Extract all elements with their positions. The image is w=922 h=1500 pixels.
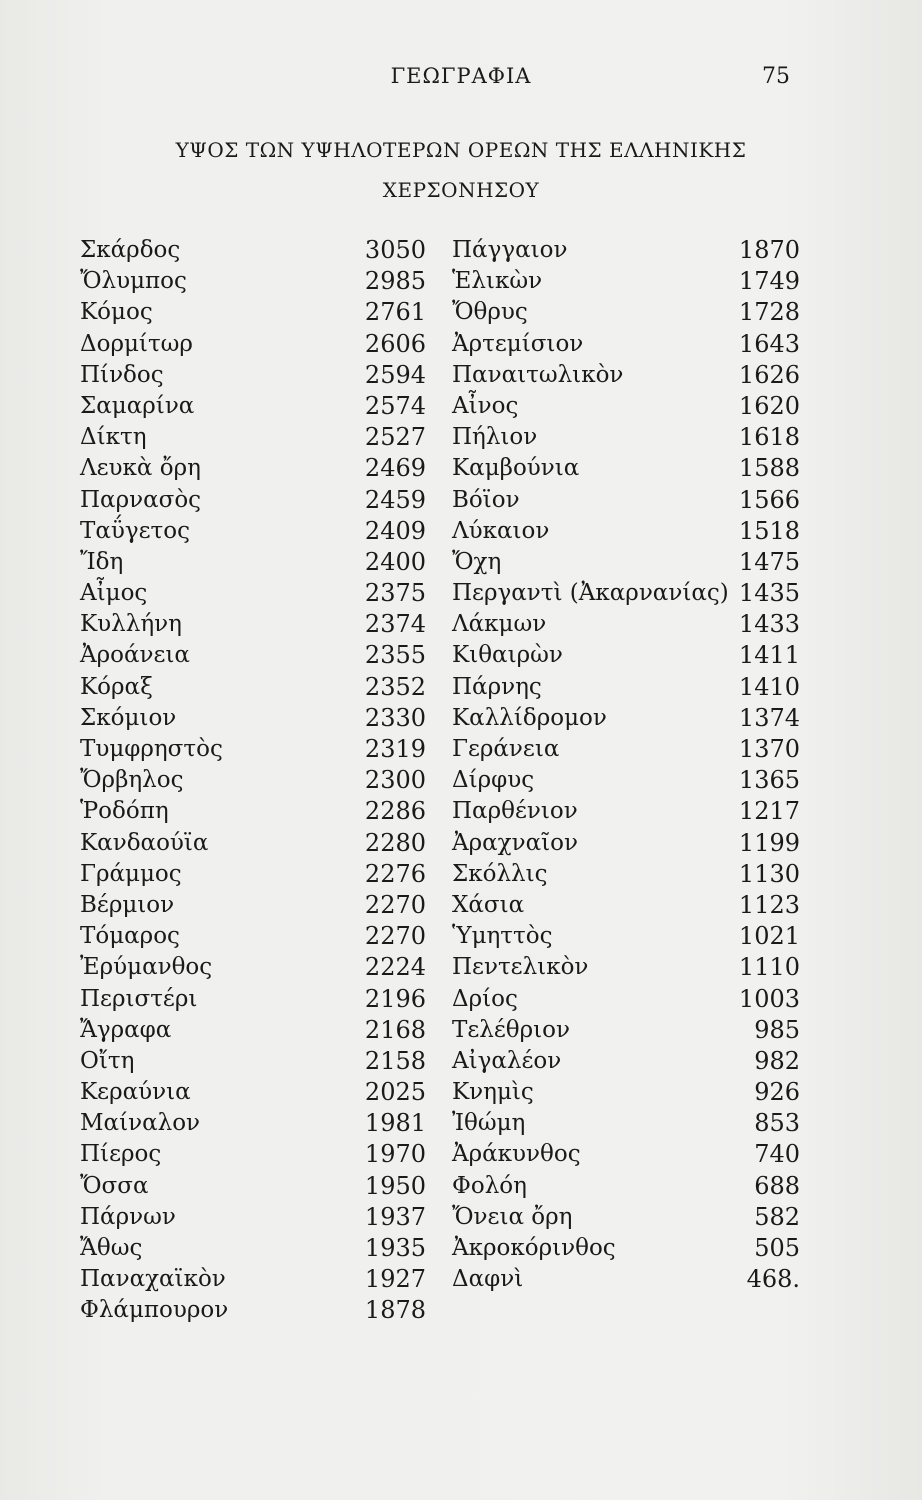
left-mountain-height: 1981 (364, 1109, 426, 1138)
left-mountain-height: 2606 (364, 329, 426, 358)
table-row (80, 1264, 800, 1295)
right-mountain-height: 985 (754, 1015, 800, 1044)
right-mountain-name: Πάγγαιον (452, 237, 568, 263)
right-mountain-height: 1130 (738, 859, 800, 888)
right-mountain-height: 505 (754, 1234, 800, 1262)
table-row (80, 485, 800, 516)
left-mountain-name: Αἶμος (80, 580, 148, 607)
table-row (80, 297, 800, 328)
left-mountain-name: Πίερος (80, 1141, 162, 1168)
left-mountain-name: Ὄλυμπος (80, 268, 187, 295)
left-mountain-height: 1935 (364, 1234, 426, 1262)
left-mountain-height: 2330 (364, 703, 426, 732)
left-mountain-height: 2286 (364, 797, 426, 826)
right-mountain-name: Παρθένιον (452, 798, 578, 825)
right-mountain-height: 982 (754, 1046, 800, 1075)
left-mountain-height: 2594 (364, 360, 426, 389)
running-title: ΓΕΩΓΡΑΦΙΑ (390, 64, 532, 88)
right-mountain-height: 1588 (738, 454, 800, 483)
left-mountain-name: Κόμος (80, 299, 153, 326)
table-row (80, 1046, 800, 1077)
left-mountain-height: 2168 (364, 1015, 426, 1044)
left-mountain-name: Οἴτη (80, 1047, 135, 1074)
left-mountain-height: 2400 (364, 547, 426, 576)
table-row (80, 765, 800, 796)
right-mountain-name: Ἀρτεμίσιον (452, 330, 584, 357)
table-row (80, 828, 800, 859)
right-mountain-name: Ὄνεια ὄρη (452, 1203, 573, 1230)
left-mountain-height: 2224 (364, 953, 426, 982)
right-mountain-height: 1370 (738, 735, 800, 763)
right-mountain-name: Περγαντὶ (Ἀκαρνανίας) (452, 580, 729, 607)
left-mountain-height: 2459 (364, 485, 426, 514)
right-mountain-height: 688 (754, 1171, 800, 1200)
left-mountain-name: Ὄσσα (80, 1172, 149, 1199)
left-mountain-name: Σκόμιον (80, 704, 177, 731)
left-mountain-height: 2355 (364, 641, 426, 670)
left-mountain-height: 2574 (364, 391, 426, 420)
left-mountain-name: Σκάρδος (80, 237, 181, 263)
right-mountain-name: Καμβούνια (452, 455, 580, 482)
right-mountain-height: 1217 (738, 797, 800, 826)
right-mountain-name: Ὄχη (452, 548, 502, 575)
table-row (80, 672, 800, 703)
left-mountain-name: Ἄγραφα (80, 1016, 172, 1043)
table-row (80, 1077, 800, 1108)
left-mountain-height: 2276 (364, 859, 426, 888)
left-mountain-name: Ῥοδόπη (80, 798, 169, 825)
table-heading (90, 130, 832, 210)
table-row (80, 1015, 800, 1046)
table-row (80, 422, 800, 453)
right-mountain-name: Πεντελικὸν (452, 954, 589, 981)
right-mountain-height: 853 (754, 1109, 800, 1138)
right-mountain-name: Λύκαιον (452, 517, 550, 544)
left-mountain-height: 2158 (364, 1046, 426, 1075)
right-mountain-height: 1475 (738, 547, 800, 576)
right-mountain-height: 1618 (738, 423, 800, 452)
page-number: 75 (762, 64, 790, 89)
table-row (80, 1139, 800, 1170)
left-mountain-name: Βέρμιον (80, 891, 175, 918)
left-mountain-name: Παρνασὸς (80, 486, 202, 513)
right-mountain-height: 1566 (738, 485, 800, 514)
right-mountain-height: 1110 (738, 953, 800, 982)
right-mountain-name: Ὑμηττὸς (452, 923, 553, 950)
table-row (80, 391, 800, 422)
table-heading-line-2: ΧΕΡΣΟΝΗΣΟΥ (382, 178, 540, 202)
left-mountain-name: Γράμμος (80, 860, 182, 887)
right-mountain-height: 1199 (738, 828, 800, 857)
left-mountain-height: 2270 (364, 890, 426, 919)
right-mountain-height: 1411 (738, 641, 800, 670)
right-mountain-name: Κιθαιρὼν (452, 642, 563, 669)
left-mountain-name: Περιστέρι (80, 985, 198, 1012)
left-mountain-height: 2374 (364, 610, 426, 639)
table-heading-line-1: ΥΨΟΣ ΤΩΝ ΥΨΗΛΟΤΕΡΩΝ ΟΡΕΩΝ ΤΗΣ ΕΛΛΗΝΙΚΗΣ (175, 138, 747, 162)
left-mountain-height: 2270 (364, 922, 426, 951)
left-mountain-name: Παναχαϊκὸν (80, 1266, 226, 1293)
left-mountain-height: 2527 (364, 423, 426, 452)
left-mountain-height: 2025 (364, 1078, 426, 1107)
left-mountain-name: Λευκὰ ὄρη (80, 455, 201, 482)
table-row (80, 640, 800, 671)
right-mountain-height: 1374 (738, 703, 800, 732)
left-mountain-name: Κανδαούϊα (80, 829, 209, 856)
right-mountain-name: Δρίος (452, 985, 518, 1012)
right-mountain-name: Βόϊον (452, 486, 520, 513)
right-mountain-name: Ἀκροκόρινθος (452, 1235, 616, 1261)
left-mountain-height: 2300 (364, 766, 426, 795)
right-mountain-height: 1728 (738, 298, 800, 327)
right-mountain-name: Σκόλλις (452, 860, 548, 887)
table-row (80, 1171, 800, 1202)
right-mountain-name: Δαφνὶ (452, 1266, 524, 1293)
mountain-heights-table (80, 235, 800, 1327)
left-mountain-height: 2319 (364, 735, 426, 763)
left-mountain-name: Ὄρβηλος (80, 767, 184, 794)
table-row (80, 516, 800, 547)
table-row (80, 578, 800, 609)
right-mountain-height: 1626 (738, 360, 800, 389)
left-mountain-name: Κυλλήνη (80, 611, 182, 638)
left-mountain-name: Ἴδη (80, 548, 124, 575)
left-mountain-height: 2280 (364, 828, 426, 857)
table-row (80, 1233, 800, 1264)
left-mountain-height: 1927 (364, 1265, 426, 1294)
table-row (80, 547, 800, 578)
right-mountain-height: 1870 (738, 236, 800, 264)
right-mountain-name: Ἑλικὼν (452, 268, 543, 295)
table-row (80, 952, 800, 983)
right-mountain-name: Ὄθρυς (452, 299, 528, 326)
left-mountain-name: Ἐρύμανθος (80, 954, 213, 981)
table-row (80, 734, 800, 765)
left-mountain-height: 1937 (364, 1202, 426, 1231)
left-mountain-height: 2409 (364, 516, 426, 545)
right-mountain-name: Τελέθριον (452, 1016, 570, 1043)
right-mountain-height: 1433 (738, 610, 800, 639)
right-mountain-name: Πήλιον (452, 424, 538, 451)
left-mountain-name: Πάρνων (80, 1203, 176, 1230)
left-mountain-height: 2469 (364, 454, 426, 483)
running-head (0, 64, 922, 94)
left-mountain-name: Πίνδος (80, 361, 164, 388)
left-mountain-height: 2352 (364, 672, 426, 701)
right-mountain-height: 740 (754, 1140, 800, 1169)
right-mountain-name: Λάκμων (452, 611, 547, 638)
left-mountain-height: 3050 (364, 236, 426, 264)
left-mountain-name: Ταΰγετος (80, 517, 190, 544)
table-row (80, 796, 800, 827)
right-mountain-height: 1410 (738, 672, 800, 701)
left-mountain-name: Σαμαρίνα (80, 392, 195, 419)
right-mountain-height: 1518 (738, 516, 800, 545)
left-mountain-name: Κεραύνια (80, 1079, 191, 1106)
right-mountain-name: Ἀραχναῖον (452, 829, 578, 856)
left-mountain-height: 2196 (364, 984, 426, 1013)
right-mountain-name: Γεράνεια (452, 736, 560, 762)
right-mountain-height: 1435 (738, 579, 800, 608)
right-mountain-name: Αἰγαλέον (452, 1047, 562, 1074)
left-mountain-height: 2375 (364, 579, 426, 608)
table-row (80, 890, 800, 921)
right-mountain-height: 1749 (738, 267, 800, 296)
left-mountain-height: 1950 (364, 1171, 426, 1200)
table-row (80, 360, 800, 391)
table-row (80, 266, 800, 297)
left-mountain-height: 1970 (364, 1140, 426, 1169)
right-mountain-height: 1365 (738, 766, 800, 795)
right-mountain-name: Ἀράκυνθος (452, 1141, 581, 1168)
left-mountain-name: Τυμφρηστὸς (80, 736, 223, 762)
left-mountain-name: Δορμίτωρ (80, 330, 193, 357)
right-mountain-height: 1021 (738, 922, 800, 951)
right-mountain-name: Ἰθώμη (452, 1110, 526, 1137)
right-mountain-height: 582 (754, 1202, 800, 1231)
left-mountain-name: Κόραξ (80, 673, 153, 700)
table-row (80, 235, 800, 266)
table-row (80, 984, 800, 1015)
left-mountain-name: Φλάμπουρον (80, 1297, 229, 1324)
table-row (80, 1295, 800, 1326)
table-row (80, 921, 800, 952)
right-mountain-height: 1643 (738, 329, 800, 358)
right-mountain-height: 468. (746, 1265, 800, 1294)
right-mountain-name: Κνημὶς (452, 1079, 534, 1106)
table-row (80, 453, 800, 484)
table-row (80, 703, 800, 734)
right-mountain-height: 926 (754, 1078, 800, 1107)
right-mountain-name: Παναιτωλικὸν (452, 361, 624, 388)
right-mountain-name: Πάρνης (452, 673, 542, 700)
table-row (80, 1202, 800, 1233)
right-mountain-name: Αἶνος (452, 392, 519, 419)
left-mountain-name: Δίκτη (80, 424, 147, 451)
table-row (80, 859, 800, 890)
left-mountain-name: Ἄθως (80, 1235, 143, 1261)
right-mountain-height: 1620 (738, 391, 800, 420)
left-mountain-name: Ἀροάνεια (80, 642, 190, 669)
left-mountain-name: Μαίναλον (80, 1110, 201, 1137)
left-mountain-height: 1878 (364, 1296, 426, 1325)
table-row (80, 609, 800, 640)
right-mountain-name: Δίρφυς (452, 767, 535, 794)
left-mountain-height: 2985 (364, 267, 426, 296)
right-mountain-name: Χάσια (452, 891, 525, 918)
right-mountain-name: Καλλίδρομον (452, 704, 607, 731)
table-row (80, 1108, 800, 1139)
table-row (80, 329, 800, 360)
right-mountain-height: 1003 (738, 984, 800, 1013)
left-mountain-height: 2761 (364, 298, 426, 327)
right-mountain-height: 1123 (738, 890, 800, 919)
left-mountain-name: Τόμαρος (80, 923, 180, 950)
right-mountain-name: Φολόη (452, 1172, 527, 1199)
